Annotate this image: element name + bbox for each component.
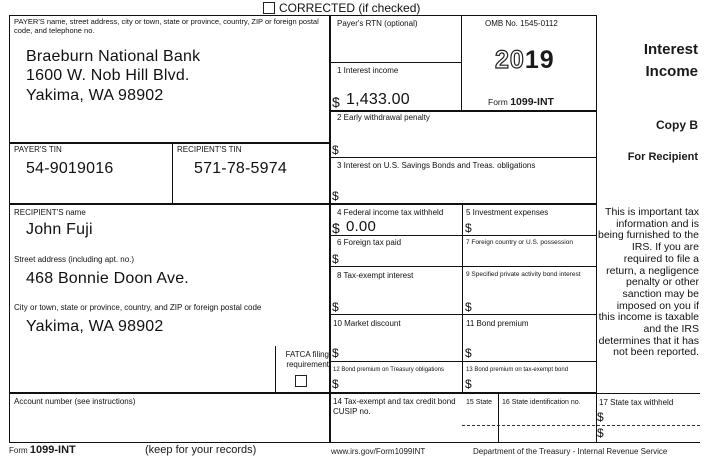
box4-label: 4 Federal income tax withheld (337, 208, 444, 217)
box9-label: 9 Specified private activity bond interest (466, 271, 581, 278)
box12-dollar: $ (332, 377, 339, 391)
box11-dollar: $ (465, 346, 472, 360)
box14-label: 14 Tax-exempt and tax credit bond CUSIP no. (333, 397, 456, 416)
box13-label: 13 Bond premium on tax-exempt bond (466, 367, 569, 373)
box6-top-line (330, 235, 596, 236)
form-name-mid-value: 1099-INT (510, 96, 554, 108)
payer-label: PAYER'S name, street address, city or town, state or province, country, ZIP or foreign postal code, and telephone no. (14, 17, 319, 35)
recipient-street[interactable]: 468 Bonnie Doon Ave. (26, 270, 189, 287)
corrected-checkbox[interactable] (263, 2, 275, 14)
box3-label: 3 Interest on U.S. Savings Bonds and Treas. obligations (337, 161, 536, 170)
box17-label: 17 State tax withheld (599, 398, 674, 407)
box12-label: 12 Bond premium on Treasury obligations (333, 367, 445, 373)
payer-city[interactable]: Yakima, WA 98902 (26, 87, 164, 104)
box16-label: 16 State identification no. (502, 399, 581, 406)
left-section-divider (329, 15, 331, 443)
omb-divider (461, 15, 462, 111)
box6-dollar: $ (332, 252, 339, 266)
box2-label: 2 Early withdrawal penalty (337, 113, 430, 122)
box5-dollar: $ (465, 221, 472, 235)
box8-dollar: $ (332, 300, 339, 314)
box8-top-line (330, 266, 596, 267)
recipient-name[interactable]: John Fuji (26, 221, 93, 238)
tax-year-suffix: 19 (524, 46, 555, 74)
recipient-name-label: RECIPIENT'S name (14, 208, 86, 217)
tax-year-prefix: 20 (495, 46, 525, 74)
form-name-mid (488, 96, 554, 108)
state-row-separator (462, 425, 700, 426)
title-interest: Interest (643, 41, 698, 58)
for-recipient-label: For Recipient (627, 151, 698, 163)
box2-dollar: $ (332, 143, 339, 157)
box2-top-line (330, 110, 596, 112)
city-label: City or town, state or province, country, and ZIP or foreign postal code (14, 303, 262, 312)
fatca-checkbox[interactable] (295, 375, 307, 387)
box4-dollar: $ (332, 220, 340, 236)
box1-top-line (330, 62, 461, 63)
fatca-label: FATCA filing requirement (285, 350, 329, 369)
box6-label: 6 Foreign tax paid (337, 238, 402, 247)
box5-label: 5 Investment expenses (466, 208, 549, 217)
right-section-divider (596, 15, 597, 443)
payer-name[interactable]: Braeburn National Bank (26, 48, 201, 65)
box8-label: 8 Tax-exempt interest (337, 271, 414, 280)
box1-label: 1 Interest income (337, 66, 399, 75)
box4-top-line (330, 203, 596, 205)
important-tax-notice: This is important tax information and is being furnished to the IRS. If you are required to file a return, a negligence penalty or other sanction may be imposed on you if this income is taxable and the IRS determines that it has not been reported. (598, 206, 699, 359)
box11-label: 11 Bond premium (466, 319, 529, 328)
form-bottom-border (9, 442, 700, 443)
box9-dollar: $ (465, 300, 472, 314)
box17-dollar-1: $ (597, 410, 604, 424)
box13-dollar: $ (465, 377, 472, 391)
footer-form-name (9, 444, 76, 456)
recipient-tin[interactable]: 571-78-5974 (194, 160, 287, 177)
box10-top-line (330, 314, 596, 315)
box1-dollar: $ (332, 94, 340, 110)
box1-interest-income[interactable]: 1,433.00 (346, 91, 410, 108)
box4-federal-tax-withheld[interactable]: 0.00 (346, 218, 376, 235)
street-label: Street address (including apt. no.) (14, 255, 135, 264)
copy-b-label: Copy B (656, 118, 698, 132)
tin-top-line (9, 142, 329, 144)
recipient-top-line (9, 203, 329, 205)
box3-top-line (330, 157, 596, 158)
box15-label: 15 State (466, 399, 493, 406)
tax-year (495, 46, 555, 74)
box12-top-line (330, 361, 596, 362)
mid-divider-4-13 (462, 203, 463, 393)
omb-label: OMB No. 1545-0112 (485, 19, 558, 28)
form-top-border (9, 15, 596, 16)
title-income: Income (645, 63, 698, 80)
payer-tin-label: PAYER'S TIN (14, 145, 62, 154)
form-name-mid-prefix: Form (488, 97, 511, 107)
footer-form-value: 1099-INT (29, 444, 76, 456)
corrected-label: CORRECTED (if checked) (279, 1, 421, 15)
recipient-city[interactable]: Yakima, WA 98902 (26, 318, 164, 335)
box10-dollar: $ (332, 346, 339, 360)
right-column-box17-line (596, 393, 700, 394)
form-left-border (9, 15, 10, 443)
box10-label: 10 Market discount (333, 319, 401, 328)
footer-form-prefix: Form (9, 446, 30, 455)
box7-label: 7 Foreign country or U.S. possession (466, 239, 573, 246)
footer-department: Department of the Treasury - Internal Revenue Service (473, 447, 668, 456)
recipient-tin-label: RECIPIENT'S TIN (177, 145, 242, 154)
account-top-line (9, 392, 596, 394)
box3-dollar: $ (332, 189, 339, 203)
rtn-label: Payer's RTN (optional) (337, 19, 418, 28)
box17-dollar-2: $ (597, 426, 604, 440)
box15-divider (498, 393, 499, 443)
payer-street[interactable]: 1600 W. Nob Hill Blvd. (26, 67, 190, 84)
footer-url: www.irs.gov/Form1099INT (331, 447, 426, 456)
footer-keep-note: (keep for your records) (145, 444, 257, 456)
account-label: Account number (see instructions) (14, 397, 136, 406)
tin-divider (172, 142, 173, 204)
payer-tin[interactable]: 54-9019016 (26, 160, 114, 177)
